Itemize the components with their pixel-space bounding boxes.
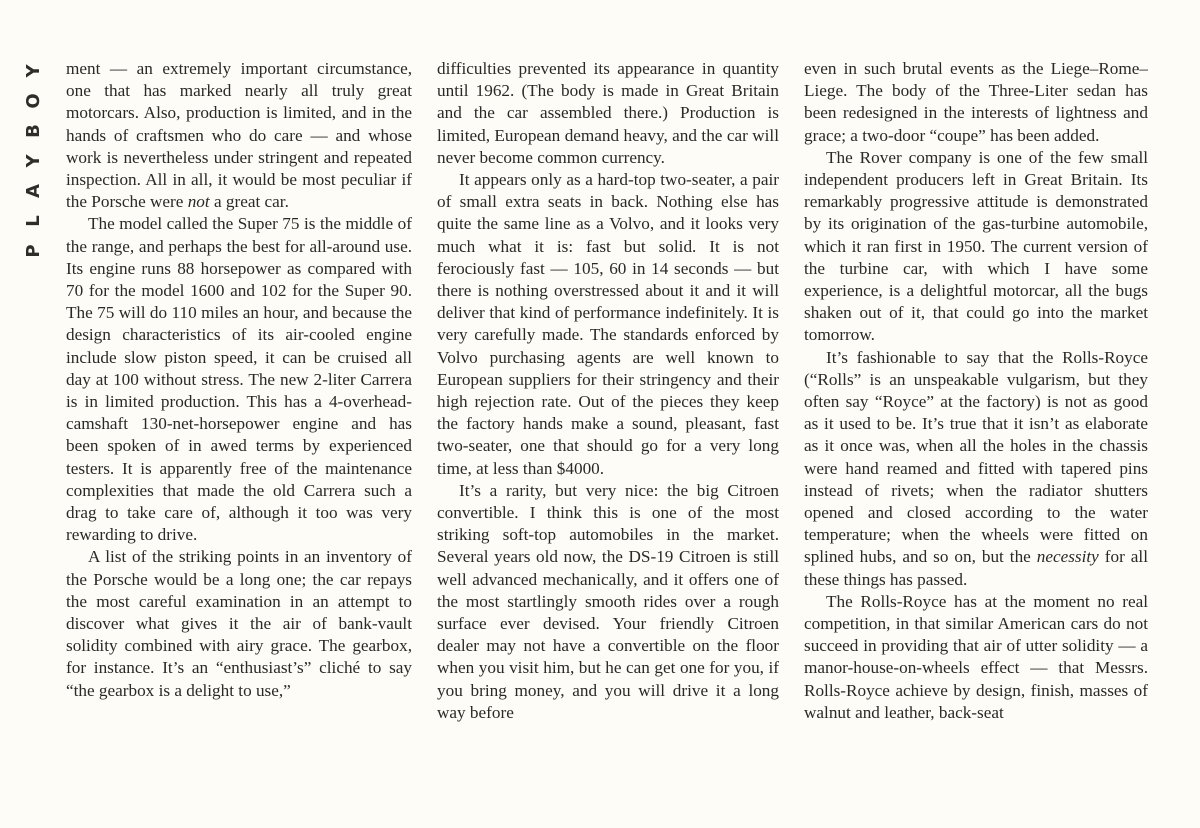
- masthead-letter: Y: [23, 154, 44, 168]
- article-paragraph: [804, 58, 1148, 147]
- article-paragraph: [66, 213, 412, 546]
- article-paragraph: [437, 480, 779, 724]
- magazine-masthead: [22, 56, 46, 266]
- italic-emphasis: not: [187, 192, 210, 212]
- text-run: The Rolls-Royce has at the moment no real competition, in that similar American cars do not succeed in providing that air of utter solidity — a manor-house-on-wheels effect — that Messrs. Rolls-Royce achieve by design, finish, masses of walnut and leather, back-seat: [804, 591, 1148, 722]
- article-paragraph: [804, 147, 1148, 347]
- text-run: difficulties prevented its appearance in quantity until 1962. (The body is made in Great Britain and the car assembled there.) Production is limited, European demand heavy, and the car will never become common currency.: [437, 59, 779, 167]
- masthead-letter: P: [23, 244, 44, 258]
- article-paragraph: [66, 546, 412, 701]
- text-run: even in such brutal events as the Liege–Rome–Liege. The body of the Three-Liter sedan has been redesigned in the interests of lightness and grace; a two-door “coupe” has been added.: [804, 59, 1148, 145]
- article-paragraph: [804, 591, 1148, 724]
- article-column-2: [437, 58, 779, 828]
- article-column-3: [804, 58, 1148, 828]
- text-run: It’s a rarity, but very nice: the big Citroen convertible. I think this is one of the most striking soft-top automobiles in the market. Several years old now, the DS-19 Citroen is still well advanced mechanically, and it offers one of the most startlingly smooth rides over a rough surface ever devised. Your friendly Citroen dealer may not have a convertible on the floor when you visit him, but he can get one for you, if you bring money, and you will drive it a long way before: [437, 480, 779, 722]
- masthead-letter: L: [23, 215, 44, 227]
- text-run: ment — an extremely important circumstance, one that has marked nearly all truly great motorcars. Also, production is limited, and in the hands of craftsmen who do care — and whose work is nevertheless under stringent and repeated inspection. All in all, it would be most peculiar if the Porsche were: [66, 59, 412, 212]
- text-run: The Rover company is one of the few small independent producers left in Great Britain. Its remarkably progressive attitude is demonstrated by its origination of the gas-turbine automobile, which it ran first in 1950. The current version of the turbine car, with which I have some experience, is a delightful motorcar, all the bugs shaken out of it, that could go into the market tomorrow.: [804, 147, 1148, 345]
- text-run: a great car.: [209, 192, 289, 212]
- masthead-letter: O: [23, 93, 44, 109]
- text-run: A list of the striking points in an inventory of the Porsche would be a long one; the car repays the most careful examination in an attempt to discover what gives it the air of bank-vault solidity combined with airy grace. The gearbox, for instance. It’s an “enthusiast’s” cliché to say “the gearbox is a delight to use,”: [66, 547, 412, 700]
- article-paragraph: [437, 169, 779, 480]
- text-run: for all these things has passed.: [804, 547, 1148, 589]
- article-paragraph: [66, 58, 412, 213]
- italic-emphasis: necessity: [1036, 547, 1099, 567]
- masthead-letter: A: [23, 184, 44, 198]
- article-paragraph: [804, 347, 1148, 591]
- article-column-1: [66, 58, 412, 828]
- masthead-letter: Y: [23, 64, 44, 78]
- article-paragraph: [437, 58, 779, 169]
- masthead-letter: B: [23, 124, 44, 138]
- text-run: It’s fashionable to say that the Rolls-Royce (“Rolls” is an unspeakable vulgarism, but they often say “Royce” at the factory) is not as good as it used to be. It’s true that it isn’t as elaborate as it once was, when all the holes in the chassis were hand reamed and fitted with tapered pins instead of rivets; when the radiator shutters opened and closed according to the water temperature; when the wheels were fitted on splined hubs, and so on, but the: [804, 347, 1148, 567]
- text-run: The model called the Super 75 is the middle of the range, and perhaps the best for all-around use. Its engine runs 88 horsepower as compared with 70 for the model 1600 and 102 for the Super 90. The 75 will do 110 miles an hour, and because the design characteristics of its air-cooled engine include slow piston speed, it can be cruised all day at 100 without stress. The new 2-liter Carrera is in limited production. This has a 4-overhead-camshaft 130-net-horsepower engine and has been spoken of in awed terms by experienced testers. It is apparently free of the maintenance complexities that made the old Carrera such a drag to take care of, although it too was very rewarding to drive.: [66, 214, 412, 545]
- text-run: It appears only as a hard-top two-seater, a pair of small extra seats in back. Nothing else has quite the same line as a Volvo, and it looks very much what it is: fast but solid. It is not ferociously fast — 105, 60 in 14 seconds — but there is nothing overstressed about it and it will deliver that kind of performance indefinitely. It is very carefully made. The standards enforced by Volvo purchasing agents are well known to European suppliers for their stringency and their high rejection rate. Out of the pieces they keep the factory hands make a sound, pleasant, fast two-seater, one that should go for a very long time, at less than $4000.: [437, 170, 779, 478]
